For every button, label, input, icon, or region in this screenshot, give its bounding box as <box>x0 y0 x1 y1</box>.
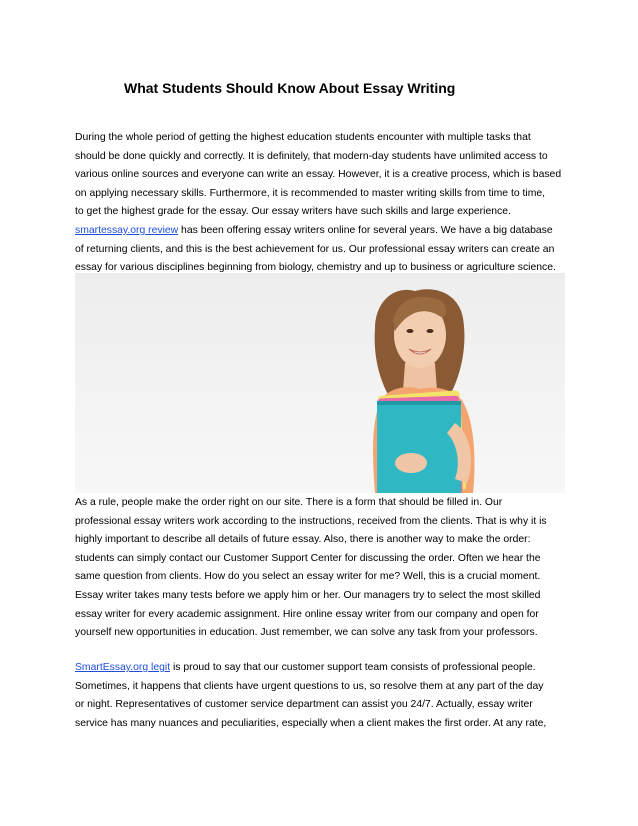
paragraph-3 <box>75 659 565 733</box>
paragraph-line: same question from clients. How do you select an essay writer for me? Well, this is a crucial moment. <box>75 571 541 583</box>
paragraph-line: various online sources and everyone can write an essay. However, it is a creative process, which is based <box>75 169 562 181</box>
student-photo <box>75 273 565 493</box>
paragraph-line: essay for various disciplines beginning from biology, chemistry and up to business or agriculture science. <box>75 262 556 274</box>
paragraph-line <box>75 659 565 678</box>
paragraph-line: yourself new opportunities in education. Just remember, we can solve any task from your professors. <box>75 627 538 639</box>
paragraph-line: or night. Representatives of customer service department can assist you 24/7. Actually, essay writer <box>75 699 533 711</box>
paragraph-line: Essay writer takes many tests before we apply him or her. Our managers try to select the most skilled <box>75 589 541 601</box>
paragraph-line: to get the highest grade for the essay. Our essay writers have such skills and large experience. <box>75 206 511 218</box>
paragraph-line: During the whole period of getting the highest education students encounter with multiple tasks that <box>75 132 531 143</box>
paragraph-line: professional essay writers work according to the instructions, received from the clients. That is why it is <box>75 515 547 527</box>
paragraph-line: students can simply contact our Customer Support Center for discussing the order. Often we hear the <box>75 552 541 564</box>
paragraph-line: As a rule, people make the order right on our site. There is a form that should be filled in. Our <box>75 497 503 508</box>
smartessay-review-link[interactable]: smartessay.org review <box>75 224 179 236</box>
paragraph-line: of returning clients, and this is the best achievement for us. Our professional essay writers can create an <box>75 243 555 255</box>
student-illustration <box>75 273 565 493</box>
document-title: What Students Should Know About Essay Writing <box>124 80 456 96</box>
paragraph-line-rest: has been offering essay writers online for several years. We have a big database <box>178 224 553 236</box>
paragraph-1 <box>75 129 565 278</box>
paragraph-line: essay writer for every academic assignment. Hire online essay writer from our company and open for <box>75 608 539 620</box>
paragraph-line <box>75 222 565 241</box>
paragraph-line: on applying necessary skills. Furthermore, it is recommended to master writing skills from time to time, <box>75 187 546 199</box>
paragraph-line: Sometimes, it happens that clients have urgent questions to us, so resolve them at any part of the day <box>75 680 544 692</box>
paragraph-line: should be done quickly and correctly. It is definitely, that modern-day students have unlimited access to <box>75 150 548 162</box>
paragraph-line: highly important to describe all details of future essay. Also, there is another way to make the order: <box>75 534 531 546</box>
paragraph-line: service has many nuances and peculiarities, especially when a client makes the first order. At any rate, <box>75 717 547 729</box>
paragraph-line-rest: is proud to say that our customer support team consists of professional people. <box>170 662 536 673</box>
paragraph-2 <box>75 494 565 643</box>
smartessay-legit-link[interactable]: SmartEssay.org legit <box>75 662 171 673</box>
